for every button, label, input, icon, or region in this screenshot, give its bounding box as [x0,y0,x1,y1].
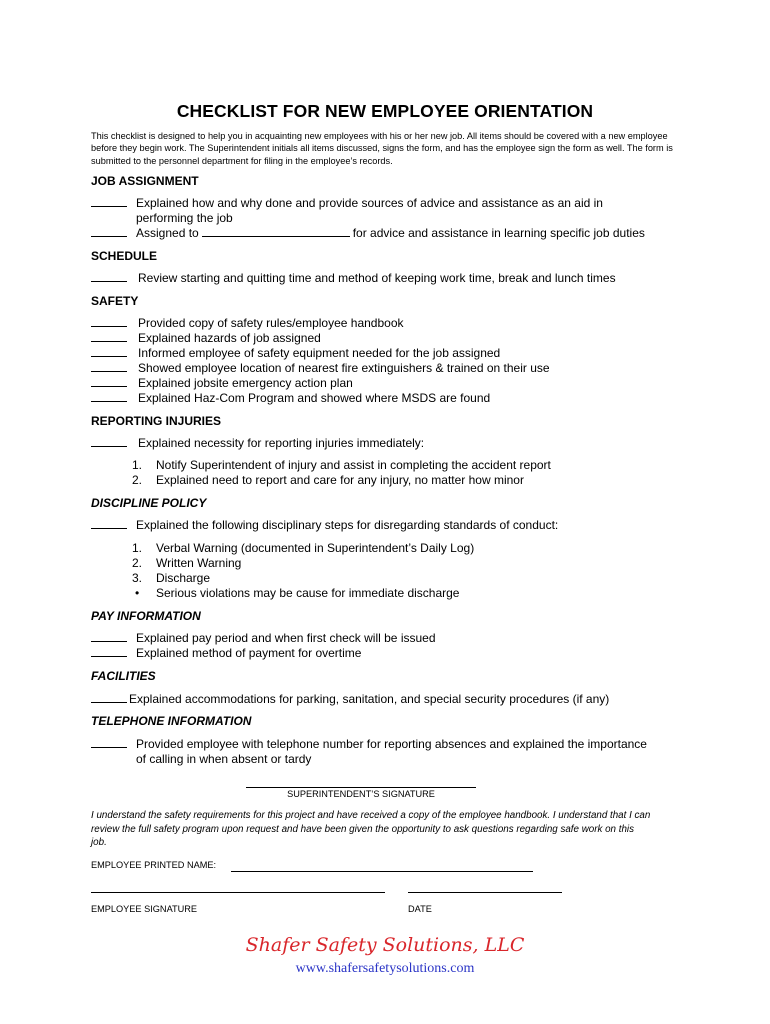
item-text: Explained the following disciplinary steps for disregarding standards of conduct: [136,518,559,532]
list-item: • Serious violations may be cause for immediate discharge [135,586,460,600]
company-logo: Shafer Safety Solutions, LLC [245,934,525,956]
discipline-policy-item-1 [91,518,559,533]
initials-blank[interactable] [91,346,127,357]
initials-blank[interactable] [91,631,127,642]
list-item: 3. Discharge [132,571,211,585]
date-label: DATE [408,904,432,914]
initials-blank[interactable] [91,692,127,703]
assigned-to-suffix: for advice and assistance in learning specific job duties [352,226,645,240]
item-text: Provided copy of safety rules/employee handbook [138,316,404,330]
date-line[interactable] [408,892,562,893]
job-assignment-item-1 [91,196,603,211]
initials-blank[interactable] [91,361,127,372]
page-title: CHECKLIST FOR NEW EMPLOYEE ORIENTATION [176,101,594,121]
initials-blank[interactable] [91,376,127,387]
safety-item-6 [91,391,491,406]
item-text: Explained pay period and when first check will be issued [136,631,436,645]
intro-paragraph: This checklist is designed to help you in acquainting new employees with his or her new job. All items should be covered with a new employee before they begin work. The Superintendent initials all items discussed, signs the form, and has the employee sign the form as well. The form is submitted to the personnel department for filing in the employee’s records. [91,131,673,166]
item-text: Explained accommodations for parking, sanitation, and special security procedures (if any) [129,692,610,706]
reporting-injuries-heading: REPORTING INJURIES [91,414,222,428]
printed-name-label: EMPLOYEE PRINTED NAME: [91,860,217,870]
safety-item-1 [91,316,404,331]
job-assignment-heading: JOB ASSIGNMENT [91,174,199,188]
item-text: Explained necessity for reporting injuries immediately: [138,436,425,450]
initials-blank[interactable] [91,226,127,237]
initials-blank[interactable] [91,271,127,282]
employee-signature-line[interactable] [91,892,385,893]
list-item: 2. Written Warning [132,556,242,570]
reporting-injuries-item-1 [91,436,425,451]
superintendent-signature-line[interactable] [246,787,476,788]
discipline-policy-heading: DISCIPLINE POLICY [91,496,207,510]
pay-information-item-1 [91,631,436,646]
initials-blank[interactable] [91,646,127,657]
reporting-injuries-steps [132,458,551,488]
facilities-item-1 [91,692,610,707]
company-website-link[interactable]: www.shafersafetysolutions.com [295,961,475,976]
item-text: Showed employee location of nearest fire extinguishers & trained on their use [138,361,550,375]
pay-information-item-2 [91,646,362,661]
safety-item-2 [91,331,321,346]
item-text: Explained hazards of job assigned [138,331,321,345]
item-text-continued: performing the job [136,211,233,225]
item-text: Informed employee of safety equipment needed for the job assigned [138,346,501,360]
initials-blank[interactable] [91,316,127,327]
list-item: 1. Verbal Warning (documented in Superintendent’s Daily Log) [132,541,475,555]
discipline-steps [132,541,474,601]
safety-item-4 [91,361,550,376]
safety-item-5 [91,376,353,391]
printed-name-line[interactable] [231,871,533,872]
acknowledgement-statement: I understand the safety requirements for this project and have received a copy of the employee handbook. I understand that I can review the full safety program upon request and have been given the opportunity to ask questions regarding safe work on this job. [91,810,651,849]
item-text: Explained Haz-Com Program and showed where MSDS are found [138,391,491,405]
item-text: Explained jobsite emergency action plan [138,376,353,390]
item-text-continued: of calling in when absent or tardy [136,752,312,766]
initials-blank[interactable] [91,391,127,402]
telephone-information-item-1 [91,737,647,752]
list-item: 1. Notify Superintendent of injury and assist in completing the accident report [132,458,551,472]
initials-blank[interactable] [91,518,127,529]
item-text: Explained method of payment for overtime [136,646,362,660]
item-text: Explained how and why done and provide sources of advice and assistance as an aid in [136,196,603,210]
schedule-item-1 [91,271,616,286]
initials-blank[interactable] [91,737,127,748]
job-assignment-item-2 [91,226,645,241]
assigned-to-blank[interactable] [202,226,350,237]
initials-blank[interactable] [91,196,127,207]
assigned-to-label: Assigned to [136,226,199,240]
list-item: 2. Explained need to report and care for any injury, no matter how minor [132,473,524,487]
item-text: Provided employee with telephone number for reporting absences and explained the importance [136,737,647,751]
item-text: Review starting and quitting time and method of keeping work time, break and lunch times [138,271,616,285]
superintendent-signature-label: SUPERINTENDENT’S SIGNATURE [287,789,435,799]
schedule-heading: SCHEDULE [91,249,158,263]
safety-heading: SAFETY [91,294,139,308]
initials-blank[interactable] [91,436,127,447]
telephone-information-heading: TELEPHONE INFORMATION [91,714,252,728]
pay-information-heading: PAY INFORMATION [91,609,201,623]
safety-item-3 [91,346,501,361]
initials-blank[interactable] [91,331,127,342]
facilities-heading: FACILITIES [91,669,156,683]
employee-signature-label: EMPLOYEE SIGNATURE [91,904,198,914]
